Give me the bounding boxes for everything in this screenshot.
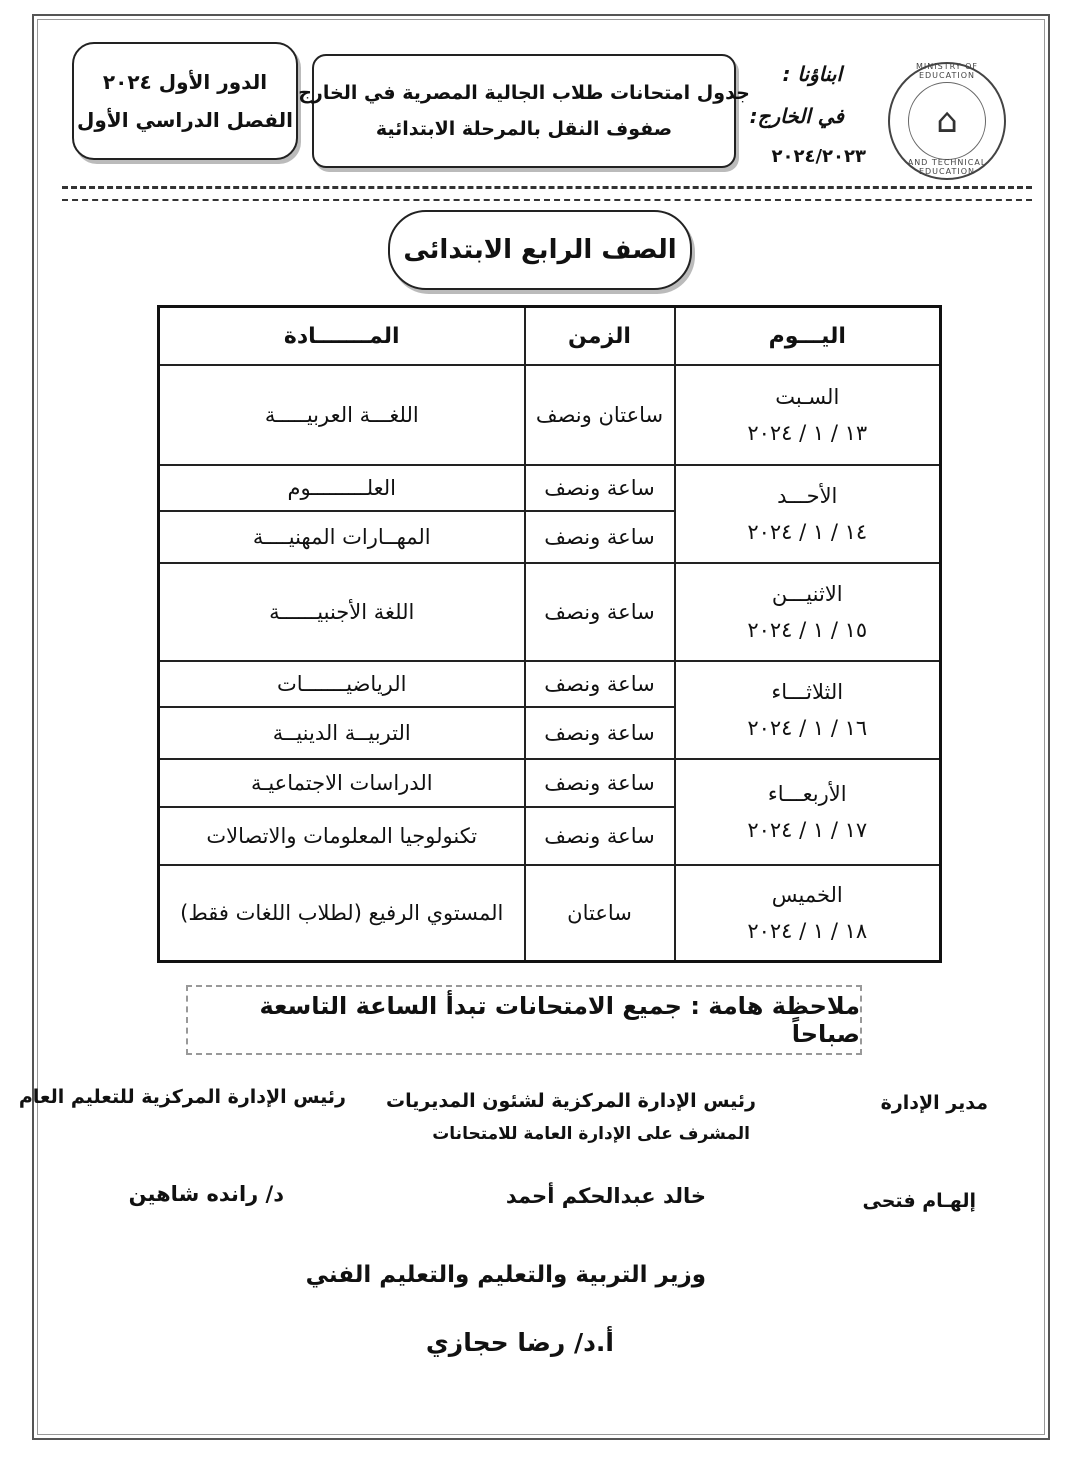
- day-name: الاثنيـــن: [771, 582, 843, 607]
- schedule-title: جدول امتحانات طلاب الجالية المصرية في الخارج: [298, 82, 750, 104]
- general-ed-name: د/ رانده شاهين: [128, 1182, 284, 1206]
- logo-bottom-text: AND TECHNICAL EDUCATION: [907, 158, 987, 176]
- day-date: ١٨ / ١ / ٢٠٢٤: [747, 919, 868, 944]
- header-time: الزمن: [525, 307, 675, 366]
- schedule-subtitle: صفوف النقل بالمرحلة الابتدائية: [375, 118, 673, 140]
- time-cell: ساعة ونصف: [525, 807, 675, 865]
- day-cell: [675, 563, 941, 661]
- day-date: ١٥ / ١ / ٢٠٢٤: [747, 618, 868, 643]
- header-divider: [62, 186, 1032, 201]
- header-subject: المـــــــادة: [159, 307, 525, 366]
- time-cell: ساعة ونصف: [525, 759, 675, 807]
- exam-round-box: [72, 42, 298, 160]
- manager-title: مدير الإدارة: [880, 1092, 988, 1114]
- subject-cell: الدراسات الاجتماعيـة: [159, 759, 525, 807]
- ministry-logo: [888, 62, 1006, 180]
- table-header-row: [159, 307, 941, 366]
- schedule-title-box: [298, 54, 750, 168]
- subject-cell: المستوي الرفيع (لطلاب اللغات فقط): [159, 865, 525, 961]
- central-admin-title: رئيس الإدارة المركزية لشئون المديريات: [386, 1090, 756, 1112]
- table-row: [159, 661, 941, 707]
- day-name: الأحـــد: [777, 484, 838, 509]
- table-row: [159, 865, 941, 961]
- central-admin-subtitle: المشرف على الإدارة العامة للامتحانات: [432, 1124, 750, 1144]
- exam-round: الدور الأول ٢٠٢٤: [102, 70, 268, 94]
- subject-cell: التربيــة الدينيــة: [159, 707, 525, 759]
- day-cell: [675, 365, 941, 465]
- subject-cell: اللغـــة العربيـــــة: [159, 365, 525, 465]
- central-admin-name: خالد عبدالحكم أحمد: [505, 1184, 706, 1208]
- minister-name: أ.د/ رضا حجازي: [425, 1328, 614, 1357]
- eagle-icon: ⌂: [908, 82, 986, 160]
- time-cell: ساعة ونصف: [525, 661, 675, 707]
- time-cell: ساعتان: [525, 865, 675, 961]
- header-right-line1: ابناؤنا :: [782, 62, 842, 86]
- time-cell: ساعة ونصف: [525, 707, 675, 759]
- table-row: [159, 465, 941, 511]
- subject-cell: تكنولوجيا المعلومات والاتصالات: [159, 807, 525, 865]
- note-text: ملاحظة هامة : جميع الامتحانات تبدأ الساعة التاسعة صباحاً: [259, 992, 860, 1048]
- table-row: [159, 759, 941, 807]
- day-cell: [675, 759, 941, 865]
- manager-name: إلهـام فتحى: [862, 1190, 976, 1212]
- header-right-line2: في الخارج:: [749, 104, 844, 128]
- day-cell: [675, 465, 941, 563]
- semester: الفصل الدراسي الأول: [77, 108, 293, 132]
- general-ed-title: رئيس الإدارة المركزية للتعليم العام: [18, 1086, 346, 1108]
- time-cell: ساعتان ونصف: [525, 365, 675, 465]
- day-name: الأربعـــاء: [767, 782, 847, 807]
- subject-cell: اللغة الأجنبيــــــة: [159, 563, 525, 661]
- day-date: ١٧ / ١ / ٢٠٢٤: [747, 818, 868, 843]
- day-cell: [675, 661, 941, 759]
- time-cell: ساعة ونصف: [525, 465, 675, 511]
- header-day: اليـــوم: [675, 307, 941, 366]
- logo-top-text: MINISTRY OF EDUCATION: [916, 62, 978, 80]
- subject-cell: العلـــــــــوم: [159, 465, 525, 511]
- grade-title-box: [388, 210, 692, 290]
- time-cell: ساعة ونصف: [525, 511, 675, 563]
- important-note: [186, 985, 862, 1055]
- table-row: [159, 365, 941, 465]
- subject-cell: المهــارات المهنيــــة: [159, 511, 525, 563]
- grade-title: الصف الرابع الابتدائى: [403, 235, 677, 265]
- day-name: الخميس: [771, 883, 843, 908]
- minister-title: وزير التربية والتعليم والتعليم الفني: [305, 1262, 706, 1288]
- day-date: ١٦ / ١ / ٢٠٢٤: [747, 716, 868, 741]
- academic-year: ٢٠٢٤/٢٠٢٣: [771, 146, 866, 167]
- day-date: ١٣ / ١ / ٢٠٢٤: [747, 421, 868, 446]
- table-row: [159, 563, 941, 661]
- day-date: ١٤ / ١ / ٢٠٢٤: [747, 520, 868, 545]
- day-name: الثلاثـــاء: [771, 680, 844, 705]
- subject-cell: الرياضيـــــــات: [159, 661, 525, 707]
- day-name: السـبت: [775, 385, 840, 410]
- exam-schedule-table: [157, 305, 942, 963]
- day-cell: [675, 865, 941, 961]
- time-cell: ساعة ونصف: [525, 563, 675, 661]
